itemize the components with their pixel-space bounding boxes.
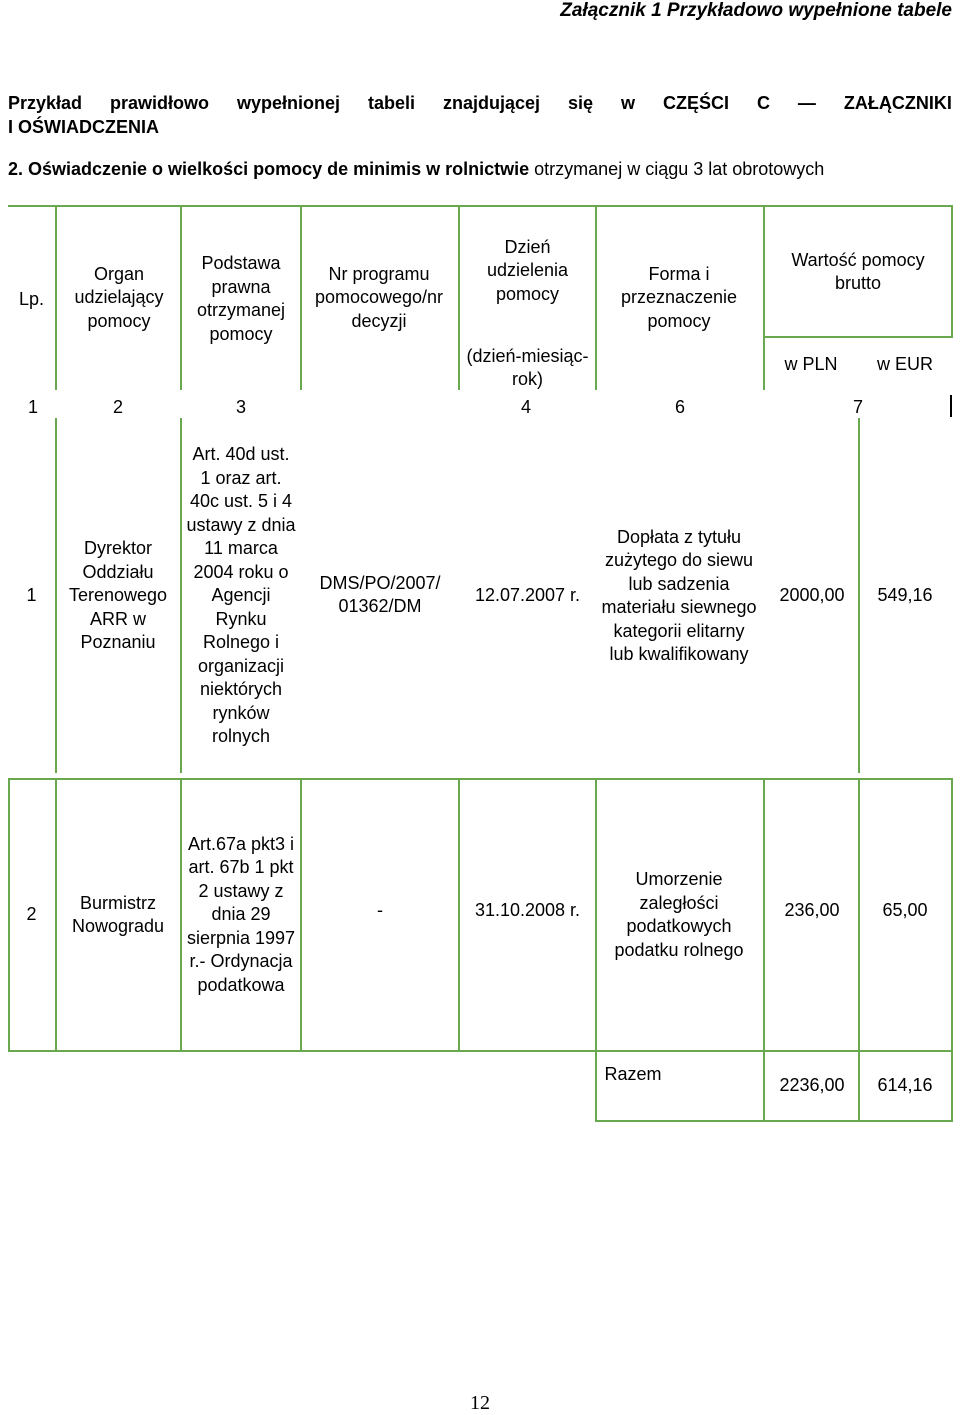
row2-pln: 236,00 xyxy=(784,900,840,921)
header-dzien: Dzień udzielenia pomocy xyxy=(486,236,569,304)
subtitle-rest: otrzymanej w ciągu 3 lat obrotowych xyxy=(529,159,825,179)
row2-forma: Umorzenie zaległości podatkowych podatku rolnego xyxy=(614,869,744,960)
header-lp: Lp. xyxy=(18,289,45,310)
header-podstawa: Podstawa prawna otrzymanej pomocy xyxy=(196,253,286,344)
header-forma: Forma i przeznaczenie pomocy xyxy=(620,263,738,331)
row1-nr-programu: DMS/PO/2007/ 01362/DM xyxy=(319,572,441,616)
intro-word: ZAŁĄCZNIKI xyxy=(843,93,952,113)
grid-line xyxy=(55,205,57,390)
grid-line xyxy=(595,1052,597,1122)
grid-line xyxy=(763,778,765,1052)
header-nr-programu: Nr programu pomocowego/nr decyzji xyxy=(314,263,444,331)
header-w-eur: w EUR xyxy=(876,354,933,375)
row2-podstawa: Art.67a pkt3 i art. 67b 1 pkt 2 ustawy z dnia 29 sierpnia 1997 r.- Ordynacja podatkowa xyxy=(186,833,296,995)
total-label: Razem xyxy=(604,1064,662,1085)
row1-dzien: 12.07.2007 r. xyxy=(474,585,581,606)
grid-line xyxy=(763,1052,765,1122)
grid-line xyxy=(595,205,597,390)
intro-word: w xyxy=(620,93,635,113)
header-w-pln: w PLN xyxy=(784,354,838,375)
header-dzien-format: (dzień-miesiąc-rok) xyxy=(466,345,589,389)
page-header-title: Załącznik 1 Przykładowo wypełnione tabele xyxy=(560,0,952,21)
row2-lp: 2 xyxy=(26,904,37,925)
row2-organ: Burmistrz Nowogradu xyxy=(71,892,165,936)
intro-word: się xyxy=(567,93,593,113)
intro-word: — xyxy=(797,93,816,113)
col-number: 4 xyxy=(520,397,531,417)
intro-word: znajdującej xyxy=(442,93,540,113)
section-subtitle xyxy=(8,157,824,181)
grid-line xyxy=(950,395,952,417)
grid-line xyxy=(951,1052,953,1122)
total-eur: 614,16 xyxy=(877,1075,933,1096)
subtitle-bold: 2. Oświadczenie o wielkości pomocy de minimis w rolnictwie xyxy=(8,159,530,179)
grid-line xyxy=(300,205,302,390)
row1-pln: 2000,00 xyxy=(779,585,845,606)
intro-word: prawidłowo xyxy=(110,93,210,113)
grid-line xyxy=(458,205,460,390)
col-number: 3 xyxy=(235,397,246,417)
row2-nr-programu: - xyxy=(377,900,383,921)
row1-lp: 1 xyxy=(26,585,37,606)
grid-line xyxy=(951,205,953,337)
grid-line xyxy=(55,778,57,1052)
col-number: 7 xyxy=(852,397,863,417)
row2-eur: 65,00 xyxy=(882,900,928,921)
row2-dzien: 31.10.2008 r. xyxy=(474,900,581,921)
col-number: 6 xyxy=(674,397,685,417)
intro-line-2: I OŚWIADCZENIA xyxy=(8,117,159,137)
header-organ: Organ udzielający pomocy xyxy=(74,263,164,331)
row1-podstawa: Art. 40d ust. 1 oraz art. 40c ust. 5 i 4 ustawy z dnia 11 marca 2004 roku o Agencji Rynku Rolnego i organizacji niektórych rynków rolnych xyxy=(186,444,296,747)
grid-line xyxy=(595,778,597,1052)
grid-line xyxy=(8,1050,953,1052)
page-number: 12 xyxy=(470,1392,490,1414)
intro-heading xyxy=(8,91,952,139)
grid-line xyxy=(763,205,765,390)
intro-word: wypełnionej xyxy=(236,93,341,113)
intro-word: C xyxy=(756,93,770,113)
grid-line xyxy=(180,205,182,390)
total-pln: 2236,00 xyxy=(779,1075,845,1096)
grid-line xyxy=(55,418,57,773)
grid-line xyxy=(951,778,953,1052)
grid-line xyxy=(595,1120,953,1122)
grid-line xyxy=(763,336,953,338)
row1-forma: Dopłata z tytułu zużytego do siewu lub sadzenia materiału siewnego kategorii elitarny lub kwalifikowany xyxy=(601,526,757,664)
intro-word: tabeli xyxy=(367,93,415,113)
grid-line xyxy=(8,205,953,207)
intro-line-1 xyxy=(8,91,952,115)
row1-organ: Dyrektor Oddziału Terenowego ARR w Poznaniu xyxy=(68,538,168,653)
grid-line xyxy=(180,778,182,1052)
intro-word: Przykład xyxy=(8,93,83,113)
header-wartosc: Wartość pomocy brutto xyxy=(791,249,925,293)
col-number: 2 xyxy=(112,397,123,417)
grid-line xyxy=(180,418,182,773)
intro-word: CZĘŚCI xyxy=(662,93,729,113)
col-number: 1 xyxy=(27,397,38,417)
row1-eur: 549,16 xyxy=(877,585,933,606)
